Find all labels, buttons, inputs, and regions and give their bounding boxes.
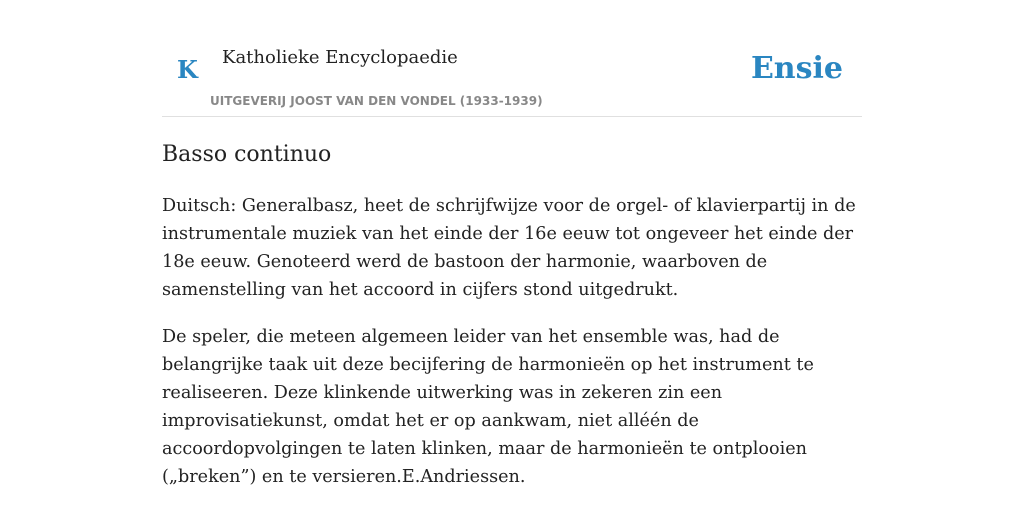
article-title: Basso continuo xyxy=(162,142,332,167)
article-paragraph: Duitsch: Generalbasz, heet de schrijfwijze voor de orgel- of klavierpartij in de instrumentale muziek van het einde der 16e eeuw tot ongeveer het einde der 18e eeuw. Genoteerd werd de bastoon der harmonie, waarboven de samenstelling van het accoord in cijfers stond uitgedrukt. xyxy=(162,196,856,300)
site-header xyxy=(162,0,862,117)
publisher-label: UITGEVERIJ JOOST VAN DEN VONDEL (1933-1939) xyxy=(210,94,543,108)
publication-logo[interactable]: K xyxy=(177,55,198,84)
brand-logo[interactable]: Ensie xyxy=(750,51,843,86)
publication-name[interactable]: Katholieke Encyclopaedie xyxy=(222,47,458,68)
article-paragraph: De speler, die meteen algemeen leider van het ensemble was, had de belangrijke taak uit deze becijfering de harmonieën op het instrument te realiseeren. Deze klinkende uitwerking was in zekeren zin een improvisatiekunst, omdat het er op aankwam, niet alléén de accoordopvolgingen te laten klinken, maar de harmonieën te ontplooien („breken”) en te versieren.E.Andriessen. xyxy=(162,327,814,487)
article-body xyxy=(162,192,862,510)
